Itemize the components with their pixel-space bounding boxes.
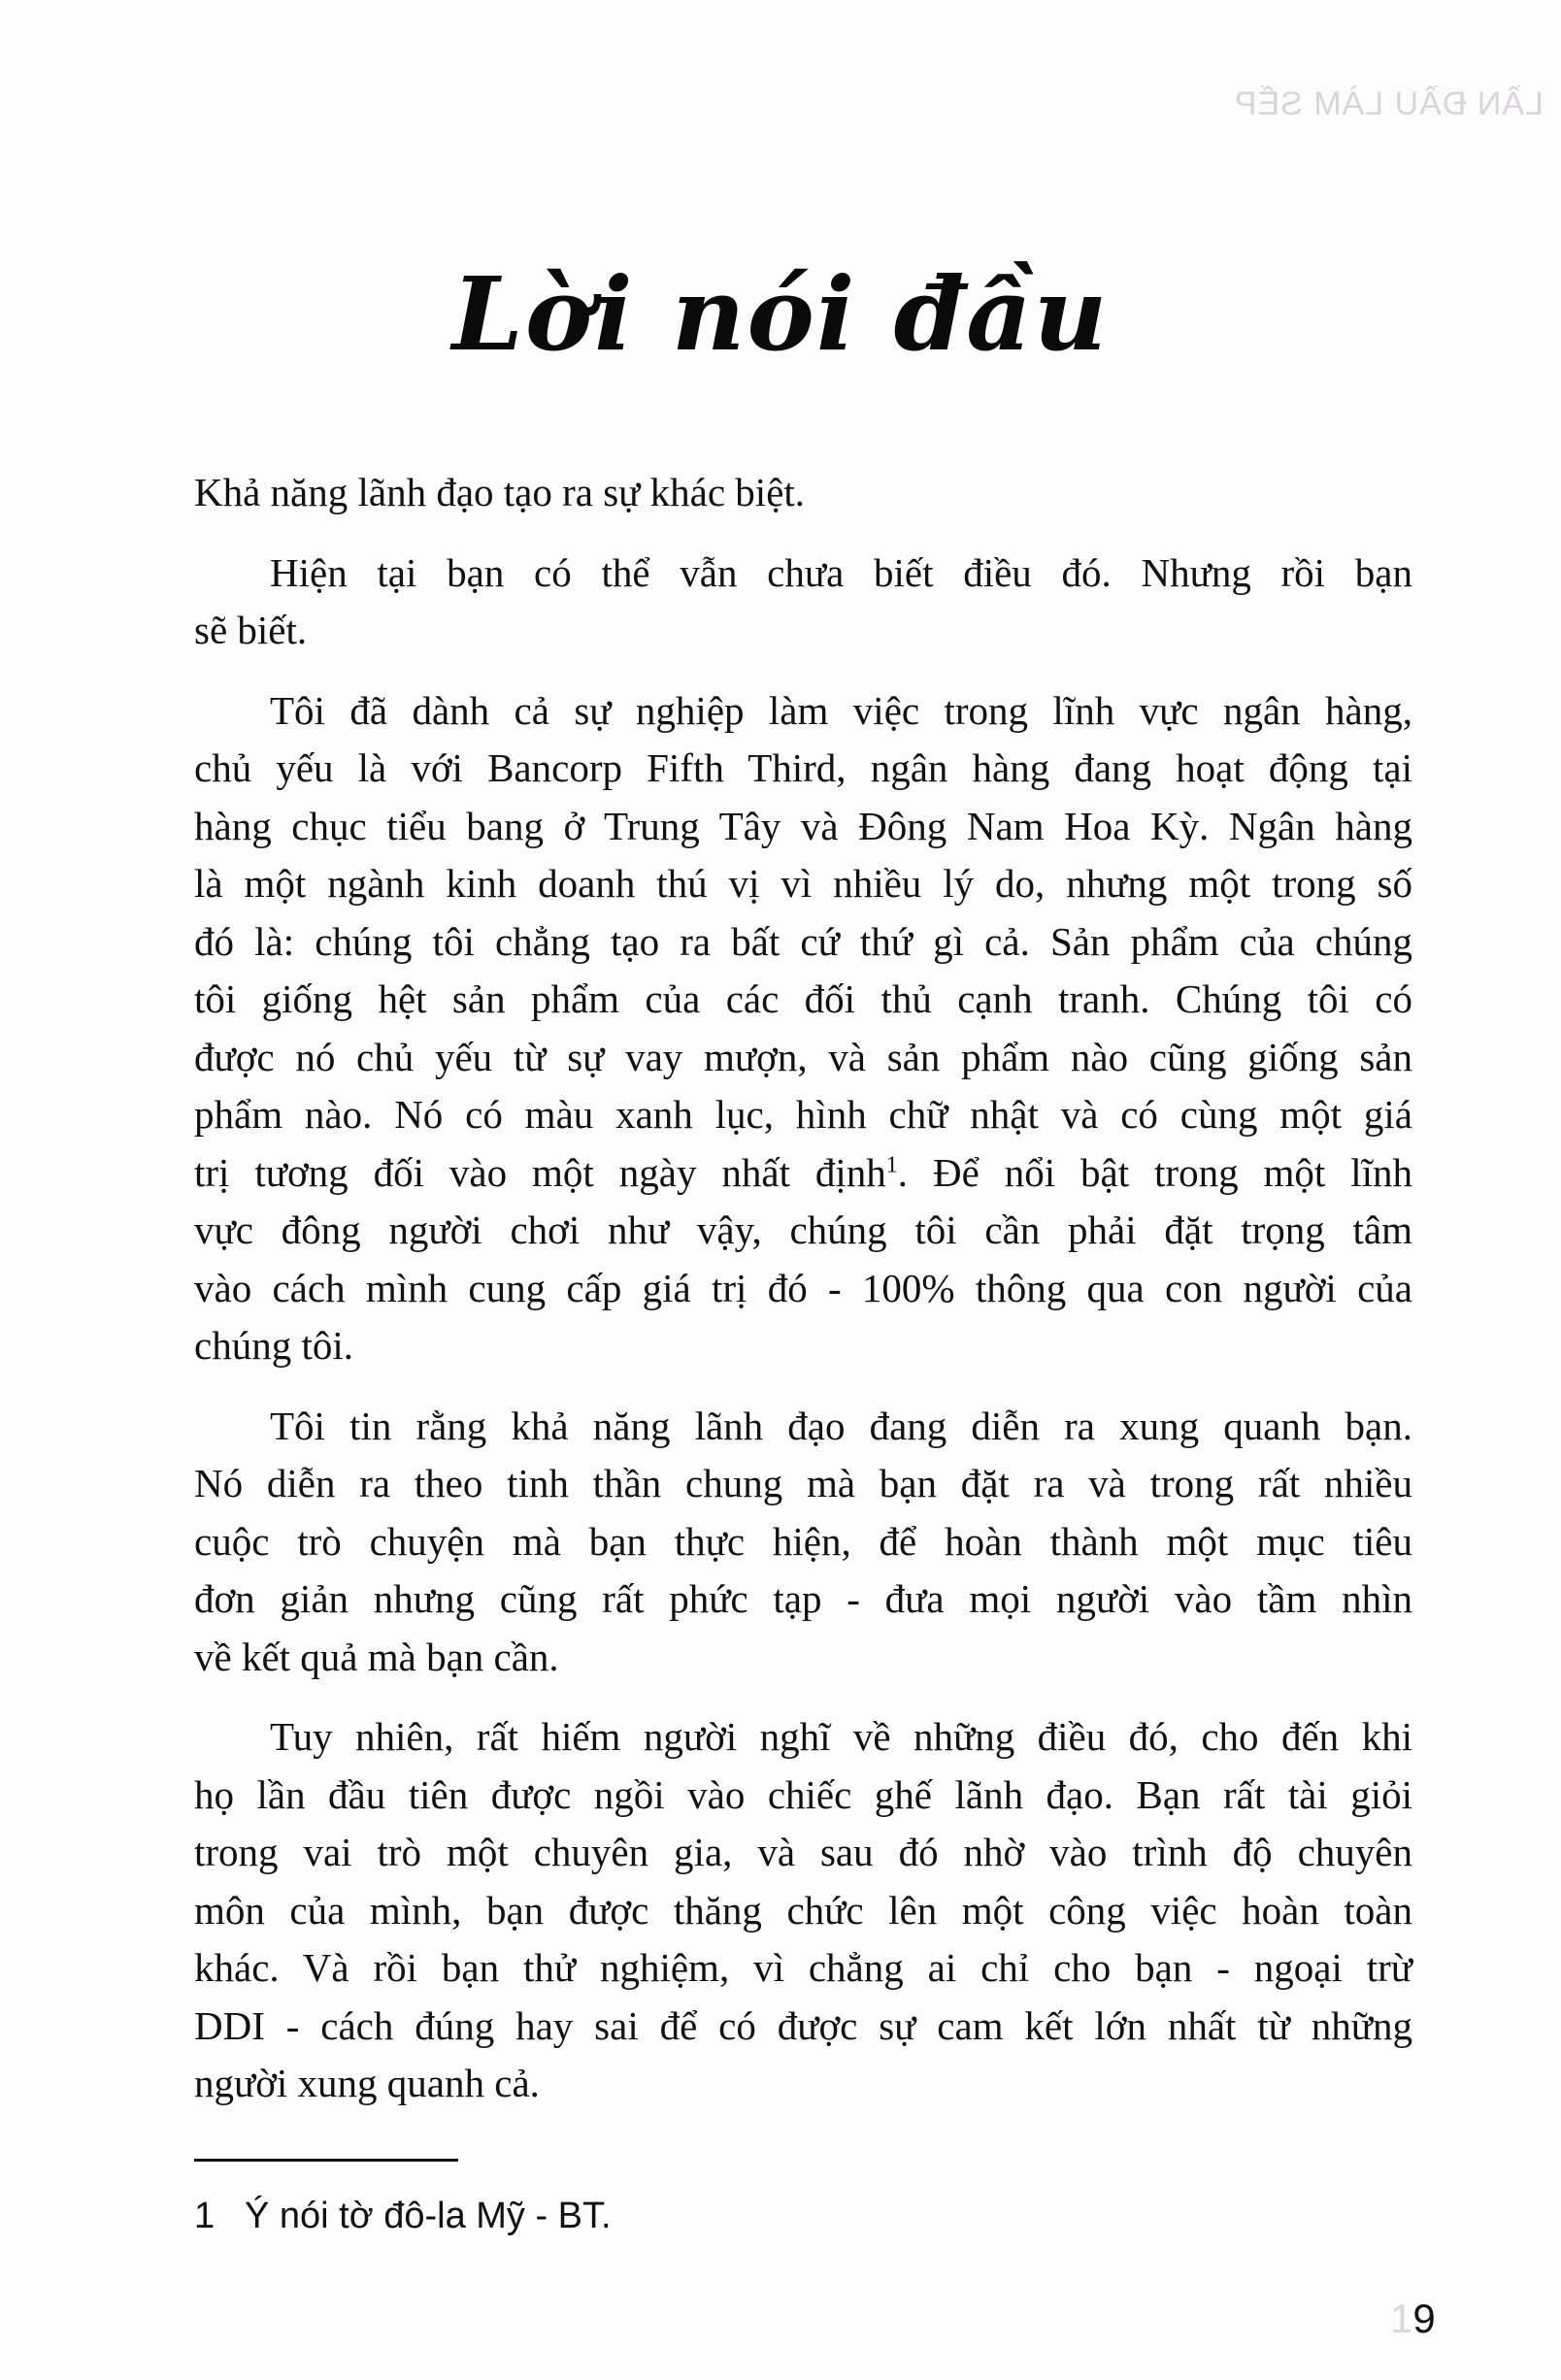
text-line: người xung quanh cả.	[194, 2061, 540, 2105]
text-line: Tôi đã dành cả sự nghiệp làm việc trong lĩnh vực ngân hàng,	[270, 687, 1412, 733]
text-line: về kết quả mà bạn cần.	[194, 1634, 559, 1679]
page-number	[1390, 2296, 1436, 2342]
paragraph	[194, 464, 1412, 522]
text-line: Nó diễn ra theo tinh thần chung mà bạn đặt ra và trong rất nhiều	[194, 1461, 1412, 1505]
text-line: được nó chủ yếu từ sự vay mượn, và sản phẩm nào cũng giống sản	[194, 1034, 1412, 1079]
text-line: trong vai trò một chuyên gia, và sau đó nhờ vào trình độ chuyên	[194, 1830, 1412, 1874]
text-line	[194, 1144, 1412, 1203]
text-line: hàng chục tiểu bang ở Trung Tây và Đông Nam Hoa Kỳ. Ngân hàng	[194, 803, 1412, 848]
text-line: khác. Và rồi bạn thử nghiệm, vì chẳng ai chỉ cho bạn - ngoại trừ	[194, 1945, 1412, 1990]
text-line: phẩm nào. Nó có màu xanh lục, hình chữ nhật và có cùng một giá	[194, 1092, 1412, 1137]
text-line: tôi giống hệt sản phẩm của các đối thủ cạnh tranh. Chúng tôi có	[194, 976, 1412, 1021]
text-line: họ lần đầu tiên được ngồi vào chiếc ghế lãnh đạo. Bạn rất tài giỏi	[194, 1771, 1412, 1817]
text-line: là một ngành kinh doanh thú vị vì nhiều lý do, nhưng một trong số	[194, 861, 1412, 906]
text-line: Hiện tại bạn có thể vẫn chưa biết điều đó. Nhưng rồi bạn	[270, 549, 1412, 595]
text-line: chủ yếu là với Bancorp Fifth Third, ngân hàng đang hoạt động tại	[194, 745, 1412, 790]
text-line: đơn giản nhưng cũng rất phức tạp - đưa mọi người vào tầm nhìn	[194, 1576, 1412, 1621]
line-segment: trị tương đối vào một ngày nhất định	[194, 1149, 886, 1195]
paragraph	[194, 1398, 1412, 1687]
text-line: DDI - cách đúng hay sai để có được sự cam kết lớn nhất từ những	[194, 2002, 1412, 2048]
running-header-showthrough: LẦN ĐẦU LÀM SẾP	[1233, 85, 1544, 122]
text-line: đó là: chúng tôi chẳng tạo ra bất cứ thứ gì cả. Sản phẩm của chúng	[194, 918, 1412, 964]
line-segment: . Để nổi bật trong một lĩnh	[897, 1149, 1412, 1195]
footnote	[194, 2196, 612, 2237]
text-line: sẽ biết.	[194, 608, 308, 652]
page-number-value: 9	[1412, 2296, 1436, 2341]
text-line: Khả năng lãnh đạo tạo ra sự khác biệt.	[194, 470, 806, 514]
paragraph	[194, 682, 1412, 1375]
paragraph	[194, 1708, 1412, 2113]
footnote-reference: 1	[885, 1151, 898, 1177]
footnote-divider	[194, 2159, 458, 2162]
chapter-title: Lời nói đầu	[451, 254, 1110, 374]
footnote-text: Ý nói tờ đô-la Mỹ - BT.	[245, 2196, 612, 2236]
page-number-showthrough: 1	[1390, 2296, 1413, 2341]
paragraph	[194, 545, 1412, 660]
text-line: cuộc trò chuyện mà bạn thực hiện, để hoàn thành một mục tiêu	[194, 1518, 1412, 1564]
text-line: Tuy nhiên, rất hiếm người nghĩ về những điều đó, cho đến khi	[270, 1714, 1412, 1759]
text-line: chúng tôi.	[194, 1323, 353, 1368]
footnote-number: 1	[194, 2196, 216, 2236]
text-line: Tôi tin rằng khả năng lãnh đạo đang diễn ra xung quanh bạn.	[270, 1403, 1412, 1448]
body-text	[194, 464, 1412, 2135]
text-line: môn của mình, bạn được thăng chức lên một công việc hoàn toàn	[194, 1887, 1412, 1933]
text-line: vào cách mình cung cấp giá trị đó - 100% thông qua con người của	[194, 1265, 1412, 1310]
text-line: vực đông người chơi như vậy, chúng tôi cần phải đặt trọng tâm	[194, 1207, 1412, 1252]
